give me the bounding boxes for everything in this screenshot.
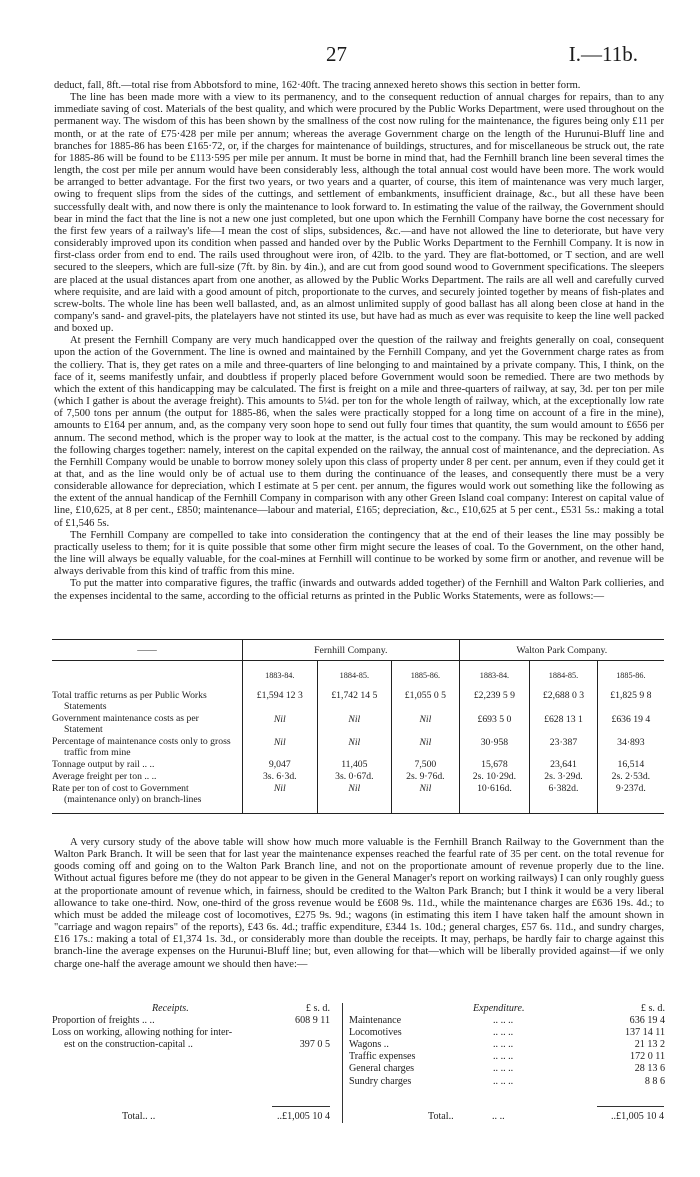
year-header: 1885-86. bbox=[597, 661, 664, 682]
table-cell: 3s. 6·3d. bbox=[243, 770, 318, 782]
paragraph: The line has been made more with a view to its permanency, and to the consequent reduction of annual charges for repairs, than to any immediate saving of cost. Materials of the best quality, and which were procured by the Public Works Department, were used throughout on the permanent way. The wisdom of this has been shown by the smallness of the cost now ruling for the maintenance, the figures being only £11 per month, or at the rate of £75·428 per mile per annum; whereas the average Government charge on the length of the Hurunui-Bluff line and branches for 1885-86 has been £165·72, or, if the charges for maintenance of buildings, structures, and for miscellaneous be struck out, the rate for 1885-86 will be found to be £113·595 per mile per annum. It must be borne in mind that, had the Fernhill branch line been several times the length, the cost per mile per annum would have been considerably less, although the total annual cost would have been more. The work would be arranged to better advantage. For the first two years, or two years and a quarter, of course, this item of maintenance was very much larger, owing to frequent slips from the sides of the cuttings, and settlement of embankments, insufficient drainage, &c., but all these have been successfully dealt with, and now there is only the maintenance to look forward to. In estimating the value of the railway, the Government should bear in mind the fact that the line is not a new one just completed, but one upon which the Fernhill Company have borne the cost necessary for the first few years of a railway's life—I mean the cost of slips, subsidences, &c.—and have not allowed the line to deteriorate, but have very considerably improved upon its condition when passed and handed over by the Public Works Department to the Fernhill Company. It is now in first-class order from end to end. The rails used throughout were iron, of 42lb. to the yard. They are flat-bottomed, or T section, and are well secured to the sleepers, which are full-size (7ft. by 8in. by 4in.), and are cut from good sound wood to Government specifications. The sleepers are placed at the usual distances apart from one another, as allowed by the Public Works Department. The rails are all well and carefully curved where requisite, and are laid with a good amount of pitch, proportionate to the curves, and securely jointed together by means of fish-plates and screw-bolts. The whole line has been well ballasted, and, as an almost unlimited supply of good ballast has all along been close at hand in the company's sand- and gravel-pits, the platelayers have not stinted its use, but have had as much as ever was requisite to keep the line well packed and boxed up. bbox=[54, 92, 664, 335]
paragraph: At present the Fernhill Company are very much handicapped over the question of the railway and freights generally on coal, consequent upon the action of the Government. The line is owned and maintained by the Fernhill Company, and yet the Government charge rates as from the colliery. That is, they get rates on a mile and three-quarters of line belonging to and maintained by a private company. This, I think, on the face of it, seems manifestly unfair, and doubtless if properly placed before Government would soon be remedied. There are two methods by which the extent of this handicapping may be calculated. The first is freight on a mile and three-quarters of railway, at say, 3d. per ton per mile (which I gather is about the average freight). This amounts to 5¼d. per ton for the whole length of railway, which, at the exceptionally low rate of 7,500 tons per annum (the output for 1885-86, when the sales were practically stopped for a long time on account of a fire in the mine), amounts to £164 per annum, and, as the company very soon hope to send out fully four times that quantity, the sum would amount to £656 per annum. The second method, which is the proper way to look at the matter, is the actual cost to the company. This may be reckoned by adding the following charges together: namely, interest on the capital expended on the railway, the annual cost of maintenance, and the depreciation. As the Fernhill Company would be unable to borrow money solely upon this class of property under 8 per cent. per annum, even if they could get it at that, and as the line would only be of actual use to them during the continuance of the leases, and consequently there must be a very considerable allowance for depreciation, which I estimate at 5 per cent. per annum, the figures would work out something like the following as the extent of the annual handicap of the Fernhill Company in comparison with any other Green Island coal company: Interest on capital value of line, £10,625, at 8 per cent., £850; maintenance—labour and material, £165; depreciation, &c., £10,625 at 5 per cent., £531 5s.: making a total of £1,546 5s. bbox=[54, 335, 664, 529]
year-header: 1885-86. bbox=[392, 661, 459, 682]
row-label: Government maintenance costs as per Statement bbox=[52, 713, 199, 735]
body-text bbox=[54, 80, 664, 603]
table-header-dash: —— bbox=[52, 640, 243, 661]
table-cell: Nil bbox=[392, 712, 459, 735]
total-amount: ..£1,005 10 4 bbox=[611, 1111, 664, 1122]
receipt-label: Loss on working, allowing nothing for inter- bbox=[52, 1027, 233, 1039]
row-label: Tonnage output by rail .. .. bbox=[52, 759, 155, 770]
table-row bbox=[52, 782, 664, 805]
table-cell: £693 5 0 bbox=[459, 712, 530, 735]
paragraph: deduct, fall, 8ft.—total rise from Abbotsford to mine, 162·40ft. The tracing annexed hereto shows this section in better form. bbox=[54, 80, 581, 91]
page-header bbox=[0, 42, 700, 72]
total-label: Total.. bbox=[428, 1111, 454, 1122]
table-cell: 2s. 2·53d. bbox=[597, 770, 664, 782]
page-reference: I.—11b. bbox=[568, 42, 638, 66]
table-cell: £636 19 4 bbox=[597, 712, 664, 735]
analysis-text bbox=[54, 837, 664, 971]
leader-dots: .. .. .. bbox=[493, 1027, 514, 1039]
table-row bbox=[52, 712, 664, 735]
expenditure-row bbox=[343, 1039, 665, 1051]
receipt-row bbox=[52, 1015, 330, 1027]
expenditure-label: Traffic expenses bbox=[349, 1051, 416, 1063]
table-cell: 9·237d. bbox=[597, 782, 664, 805]
expenditure-label: Locomotives bbox=[349, 1027, 402, 1039]
table-cell: £1,055 0 5 bbox=[392, 681, 459, 712]
expenditure-amount: 172 0 11 bbox=[630, 1051, 665, 1063]
table-cell: Nil bbox=[317, 735, 392, 758]
table-cell: 11,405 bbox=[317, 758, 392, 770]
total-rule-right bbox=[597, 1106, 664, 1107]
paragraph: To put the matter into comparative figures, the traffic (inwards and outwards added together) of the Fernhill and Walton Park collieries, and the expenses incidental to the same, according to the official returns as printed in the Public Works Statements, were as follows:— bbox=[54, 578, 664, 602]
receipt-amount: 397 0 5 bbox=[299, 1039, 330, 1051]
total-dots: .. .. bbox=[492, 1111, 505, 1122]
table-cell: 30·958 bbox=[459, 735, 530, 758]
year-header: 1883-84. bbox=[459, 661, 530, 682]
table-cell: Nil bbox=[243, 712, 318, 735]
expenditure-label: Maintenance bbox=[349, 1015, 402, 1027]
row-label: Average freight per ton .. .. bbox=[52, 771, 157, 782]
receipts-title: Receipts. bbox=[152, 1003, 189, 1014]
table-cell: 34·893 bbox=[597, 735, 664, 758]
leader-dots: .. .. .. bbox=[493, 1015, 514, 1027]
expenditure-row bbox=[343, 1076, 665, 1088]
expenditure-column bbox=[342, 1003, 665, 1123]
paragraph: The Fernhill Company are compelled to take into consideration the contingency that at the end of their leases the line may possibly be practically useless to them; for it is quite possible that some other firm might secure the leases of coal. To the Government, on the other hand, the line will always be equally valuable, for the coal-mines at Fernhill will continue to be worked by some firm or another, and revenue will be always derivable from this kind of traffic from this mine. bbox=[54, 529, 664, 578]
table-cell: 23,641 bbox=[530, 758, 597, 770]
expenditure-label: General charges bbox=[349, 1063, 415, 1075]
table-cell: 2s. 9·76d. bbox=[392, 770, 459, 782]
leader-dots: .. .. .. bbox=[493, 1063, 514, 1075]
paragraph: A very cursory study of the above table will show how much more valuable is the Fernhill Branch Railway to the Government than the Walton Park Branch. It will be seen that for last year the maintenance expenses reached the fearful rate of 35 per cent. on the total revenue for goods coming off and going on to the Walton Park Branch line, and not on the proportionate amount of revenue properly due to the line. Without actual figures before me (they do not appear to be given in the General Manager's report on working railways) I can only roughly guess at the proportionate amount of revenue which, in fairness, should be credited to the Walton Park Branch; but I think it would be a very liberal allowance to take one-third. Now, one-third of the gross revenue would be £608 9s. 11d., while the maintenance charges are £636 19s. 4d.; to which must be added the mileage cost of locomotives, £275 9s. 9d.; wagons (in estimating this item I have taken half the amount shown in "carriage and wagon repairs" of the reports), £43 6s. 4d.; traffic expenditure, £344 1s. 10d.; general charges, £57 6s. 11d., and sundry charges, £16 17s.: making a total of £1,374 1s. 3d., or considerably more than double the receipts. It may, perhaps, be hardly fair to charge against this branch-line the average expenses on the Hurunui-Bluff line; but, even allowing for that—which will be liberally provided against—if we only charge one-half the average amount we should then have:— bbox=[54, 837, 664, 970]
table-cell: £1,594 12 3 bbox=[243, 681, 318, 712]
table-row bbox=[52, 681, 664, 712]
table-row bbox=[52, 770, 664, 782]
table-group-walton: Walton Park Company. bbox=[459, 640, 664, 661]
total-label: Total.. .. bbox=[122, 1111, 156, 1122]
table-cell: Nil bbox=[392, 782, 459, 805]
row-label: Total traffic returns as per Public Works Statements bbox=[52, 690, 207, 712]
table-group-fernhill: Fernhill Company. bbox=[243, 640, 460, 661]
table-cell: Nil bbox=[317, 712, 392, 735]
table-cell: £2,688 0 3 bbox=[530, 681, 597, 712]
expenditure-amount: 636 19 4 bbox=[629, 1015, 665, 1027]
currency-header: £ s. d. bbox=[640, 1003, 665, 1014]
table-cell: 15,678 bbox=[459, 758, 530, 770]
expenditure-amount: 8 8 6 bbox=[644, 1075, 665, 1087]
expenditure-amount: 21 13 2 bbox=[634, 1039, 665, 1051]
table-cell: Nil bbox=[392, 735, 459, 758]
table-cell: 2s. 3·29d. bbox=[530, 770, 597, 782]
table-cell: 2s. 10·29d. bbox=[459, 770, 530, 782]
leader-dots: .. .. .. bbox=[493, 1075, 514, 1087]
page-number: 27 bbox=[326, 42, 347, 66]
expenditure-row bbox=[343, 1027, 665, 1039]
total-row-right bbox=[342, 1111, 664, 1123]
receipt-label: est on the construction-capital .. bbox=[64, 1039, 193, 1051]
table-cell: £1,825 9 8 bbox=[597, 681, 664, 712]
table-cell: 10·616d. bbox=[459, 782, 530, 805]
expenditure-title: Expenditure. bbox=[473, 1003, 525, 1014]
total-row-left bbox=[52, 1111, 330, 1123]
receipt-row bbox=[52, 1039, 330, 1051]
expenditure-row bbox=[343, 1051, 665, 1063]
table-row bbox=[52, 735, 664, 758]
year-header: 1884-85. bbox=[317, 661, 392, 682]
table-cell: Nil bbox=[243, 735, 318, 758]
currency-header: £ s. d. bbox=[305, 1003, 330, 1014]
table-cell: 7,500 bbox=[392, 758, 459, 770]
expenditure-row bbox=[343, 1063, 665, 1075]
traffic-table bbox=[52, 639, 664, 814]
table-cell: £628 13 1 bbox=[530, 712, 597, 735]
row-label: Percentage of maintenance costs only to gross traffic from mine bbox=[52, 736, 231, 758]
receipt-amount: 608 9 11 bbox=[295, 1015, 330, 1027]
expenditure-amount: 137 14 11 bbox=[624, 1027, 665, 1039]
table-cell: 9,047 bbox=[243, 758, 318, 770]
expenditure-label: Sundry charges bbox=[349, 1075, 412, 1087]
expenditure-row bbox=[343, 1015, 665, 1027]
table-cell: 6·382d. bbox=[530, 782, 597, 805]
table-row bbox=[52, 758, 664, 770]
receipts-column bbox=[52, 1003, 330, 1051]
receipt-label: Proportion of freights .. .. bbox=[52, 1015, 155, 1027]
total-rule-left bbox=[272, 1106, 330, 1107]
expenditure-amount: 28 13 6 bbox=[634, 1063, 665, 1075]
table-cell: Nil bbox=[243, 782, 318, 805]
expenditure-label: Wagons .. bbox=[349, 1039, 389, 1051]
leader-dots: .. .. .. bbox=[493, 1051, 514, 1063]
receipt-row bbox=[52, 1027, 330, 1039]
year-header: 1884-85. bbox=[530, 661, 597, 682]
table-cell: 16,514 bbox=[597, 758, 664, 770]
table-cell: £1,742 14 5 bbox=[317, 681, 392, 712]
row-label: Rate per ton of cost to Government (maintenance only) on branch-lines bbox=[52, 783, 202, 805]
table-cell: Nil bbox=[317, 782, 392, 805]
table-cell: 23·387 bbox=[530, 735, 597, 758]
year-header: 1883-84. bbox=[243, 661, 318, 682]
total-amount: ..£1,005 10 4 bbox=[277, 1111, 330, 1122]
table-cell: 3s. 0·67d. bbox=[317, 770, 392, 782]
table-cell: £2,239 5 9 bbox=[459, 681, 530, 712]
leader-dots: .. .. .. bbox=[493, 1039, 514, 1051]
